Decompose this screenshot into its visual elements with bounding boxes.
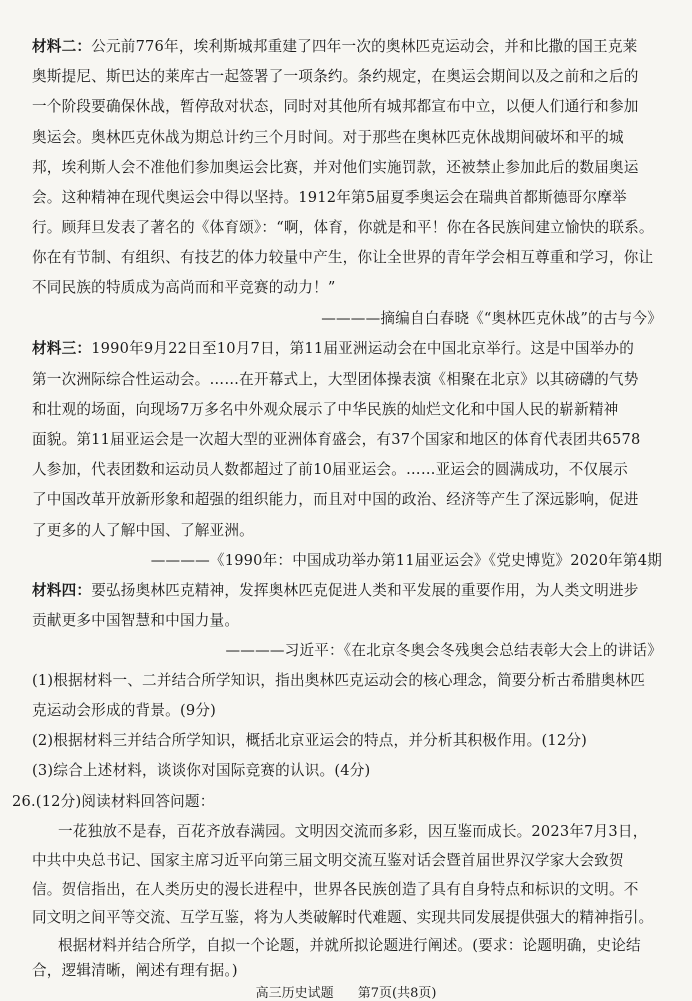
text-line: 信。贺信指出，在人类历史的漫长进程中，世界各民族创造了具有自身特点和标识的文明。不 [32,881,639,898]
text-line: 邦，埃利斯人会不准他们参加奥运会比赛，并对他们实施罚款，还被禁止参加此后的数届奥运 [32,159,639,176]
material-3-line-1 [32,340,634,357]
text-line: 了更多的人了解中国、了解亚洲。 [32,522,254,539]
text-line: 了中国改革开放新形象和超强的组织能力，而且对中国的政治、经济等产生了深远影响，促进 [32,491,639,508]
text-line: 中共中央总书记、国家主席习近平向第三届文明交流互鉴对话会暨首届世界汉学家大会致贺 [32,852,624,869]
source-citation: ————习近平：《在北京冬奥会冬残奥会总结表彰大会上的讲话》 [225,642,662,659]
material-label: 材料三： [32,340,92,357]
instruction-line-cont: 合，逻辑清晰，阐述有理有据。) [32,962,238,979]
text-line: 会。这种精神在现代奥运会中得以坚持。1912年第5届夏季奥运会在瑞典首都斯德哥尔摩举 [32,189,627,206]
material-label: 材料四： [32,582,92,599]
question-26-heading: 26.(12分)阅读材料回答问题： [12,793,215,810]
text-line: 不同民族的特质成为高尚而和平竞赛的动力！” [32,279,336,296]
question-1: (1)根据材料一、二并结合所学知识，指出奥林匹克运动会的核心理念，简要分析古希腊奥林匹 [32,672,646,689]
text-line: 面貌。第11届亚运会是一次超大型的亚洲体育盛会，有37个国家和地区的体育代表团共6578 [32,431,641,448]
page-footer [0,982,692,1001]
text-line: 人参加，代表团数和运动员人数都超过了前10届亚运会。……亚运会的圆满成功，不仅展示 [32,461,628,478]
material-label: 材料二： [32,38,92,55]
source-citation: ————《1990年：中国成功举办第11届亚运会》《党史博览》2020年第4期 [150,552,662,569]
text-line: 奥运会。奥林匹克休战为期总计约三个月时间。对于那些在奥林匹克休战期间破坏和平的城 [32,129,624,146]
exam-title: 高三历史试题 [255,986,334,1001]
question-2: (2)根据材料三并结合所学知识，概括北京亚运会的特点，并分析其积极作用。(12分) [32,732,588,749]
text-line: 同文明之间平等交流、互学互鉴，将为人类破解时代难题、实现共同发展提供强大的精神指引。 [32,909,654,926]
material-2-line-1 [32,38,637,55]
text-line: 第一次洲际综合性运动会。……在开幕式上，大型团体操表演《相聚在北京》以其磅礴的气势 [32,371,639,388]
text-line: 你在有节制、有组织、有技艺的体力较量中产生，你让全世界的青年学会相互尊重和学习，你让 [32,249,654,266]
text-line: 1990年9月22日至10月7日，第11届亚洲运动会在中国北京举行。这是中国举办的 [91,340,635,357]
text-line: 贡献更多中国智慧和中国力量。 [32,612,240,629]
text-line: 要弘扬奥林匹克精神，发挥奥林匹克促进人类和平发展的重要作用，为人类文明进步 [91,582,639,599]
text-line: 公元前776年，埃利斯城邦重建了四年一次的奥林匹克运动会，并和比撒的国王克莱 [91,38,638,55]
text-line: 一个阶段要确保休战，暂停敌对状态，同时对其他所有城邦都宣布中立，以便人们通行和参加 [32,98,639,115]
text-line: 行。顾拜旦发表了著名的《体育颂》：“啊，体育，你就是和平！你在各民族间建立愉快的联系。 [32,219,654,236]
question-3: (3)综合上述材料，谈谈你对国际竞赛的认识。(4分) [32,762,371,779]
page-number: 第7页(共8页) [357,986,437,1001]
instruction-line: 根据材料并结合所学，自拟一个论题，并就所拟论题进行阐述。(要求：论题明确，史论结 [58,937,641,954]
text-line: 和壮观的场面，向现场7万多名中外观众展示了中华民族的灿烂文化和中国人民的崭新精神 [32,401,619,418]
material-4-line-1 [32,582,639,599]
text-line: 一花独放不是春，百花齐放春满园。文明因交流而多彩，因互鉴而成长。2023年7月3日， [58,823,648,840]
question-1-cont: 克运动会形成的背景。(9分) [32,702,217,719]
text-line: 奥斯提尼、斯巴达的莱库古一起签署了一项条约。条约规定，在奥运会期间以及之前和之后的 [32,68,639,85]
source-citation: ————摘编自白春晓《“奥林匹克休战”的古与今》 [321,310,662,327]
